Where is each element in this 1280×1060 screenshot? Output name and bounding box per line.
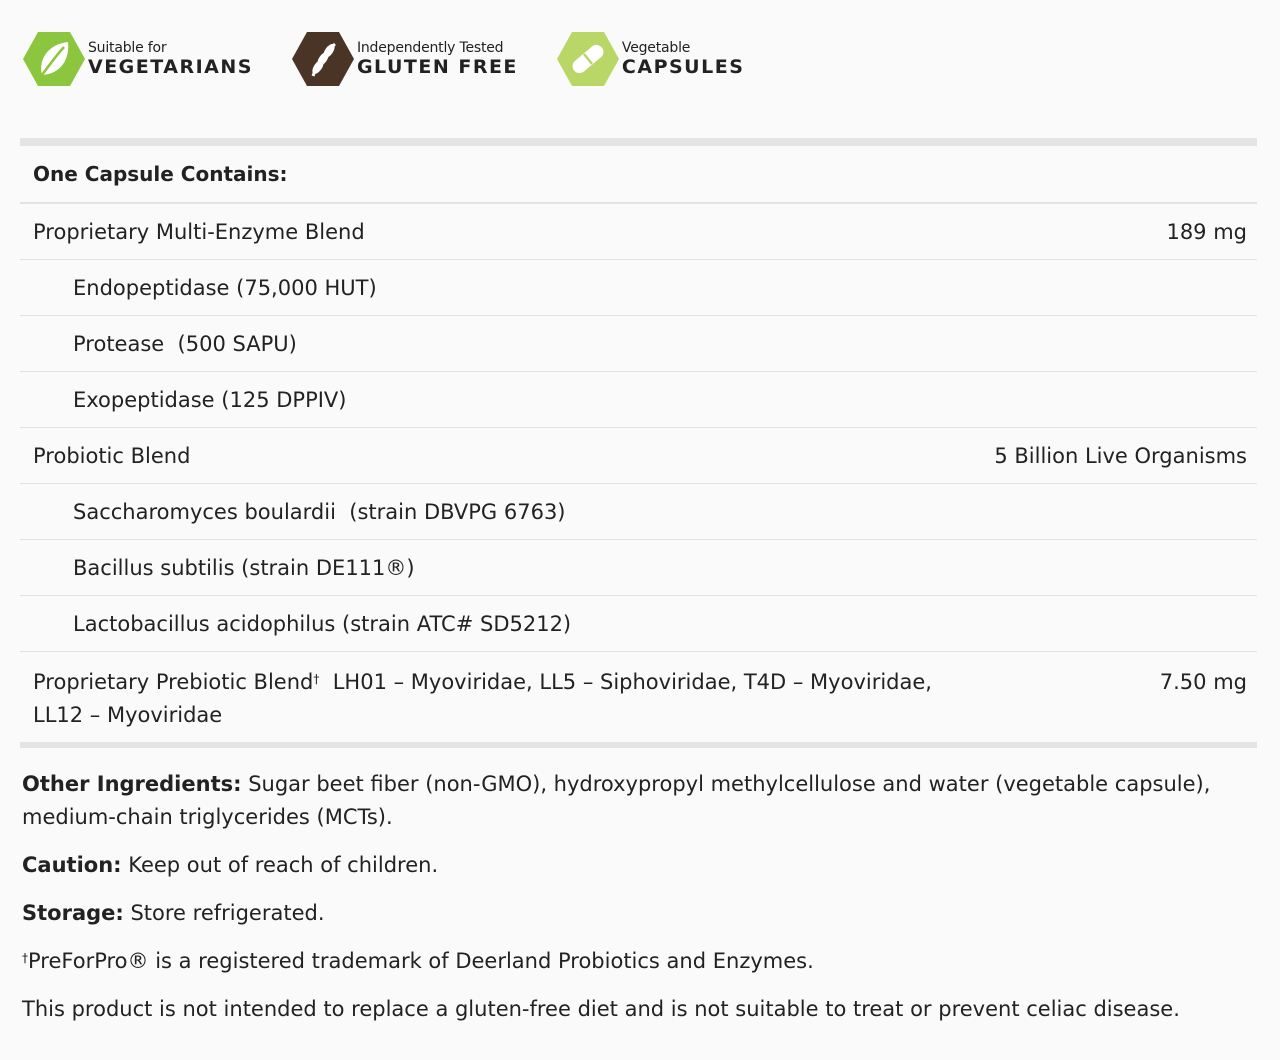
notes-section — [22, 768, 1262, 1041]
capsule-icon — [556, 30, 620, 88]
capsules-badge — [556, 30, 744, 88]
leaf-icon — [22, 30, 86, 88]
table-row — [20, 652, 1257, 742]
prebiotic-blend-detail: LH01 – Myoviridae, LL5 – Siphoviridae, T4D – Myoviridae, LL12 – Myoviridae — [33, 670, 939, 727]
table-row — [20, 596, 1257, 652]
table-row — [20, 316, 1257, 372]
badge-title: VEGETARIANS — [88, 56, 253, 78]
badge-row — [22, 30, 782, 88]
ingredient-amount: 7.50 mg — [1159, 670, 1247, 694]
badge-title: CAPSULES — [621, 56, 745, 78]
ingredient-name: Endopeptidase (75,000 HUT) — [73, 275, 377, 300]
caution-note — [22, 849, 1262, 882]
wheat-icon — [291, 30, 355, 88]
table-row — [20, 484, 1257, 540]
note-text: Sugar beet fiber (non-GMO), hydroxypropyl methylcellulose and water (vegetable capsule), medium-chain triglycerides (MCTs). — [22, 772, 1211, 829]
ingredient-name: Exopeptidase (125 DPPIV) — [73, 387, 347, 412]
table-row — [20, 372, 1257, 428]
ingredient-amount: 5 Billion Live Organisms — [994, 443, 1247, 468]
ingredient-amount: 189 mg — [1166, 219, 1247, 244]
note-label: Caution: — [22, 853, 122, 877]
table-row — [20, 428, 1257, 484]
table-header-label: One Capsule Contains: — [33, 162, 288, 186]
note-text: Store refrigerated. — [123, 901, 325, 925]
ingredient-name: Lactobacillus acidophilus (strain ATC# SD5212) — [73, 611, 572, 636]
ingredient-name: Probiotic Blend — [33, 443, 191, 468]
trademark-note — [22, 945, 1262, 978]
note-label: Other Ingredients: — [22, 772, 242, 796]
ingredient-name: Protease (500 SAPU) — [73, 331, 297, 356]
prebiotic-blend-name: Proprietary Prebiotic Blend — [33, 670, 314, 694]
gluten-free-badge — [291, 30, 518, 88]
badge-small-text: Vegetable — [621, 40, 691, 56]
ingredient-name: Proprietary Multi-Enzyme Blend — [33, 219, 365, 244]
table-row — [20, 204, 1257, 260]
dagger-mark: † — [22, 951, 28, 965]
vegetarian-badge — [22, 30, 253, 88]
table-row — [20, 540, 1257, 596]
badge-small-text: Independently Tested — [356, 40, 504, 56]
supplement-facts-table — [20, 138, 1257, 748]
dagger-mark: † — [313, 672, 320, 686]
table-row — [20, 260, 1257, 316]
note-text: PreForPro® is a registered trademark of Deerland Probiotics and Enzymes. — [28, 949, 814, 973]
note-text: Keep out of reach of children. — [121, 853, 439, 877]
note-text: This product is not intended to replace a gluten-free diet and is not suitable to treat or prevent celiac disease. — [22, 997, 1180, 1021]
other-ingredients — [22, 768, 1262, 834]
ingredient-name — [33, 666, 973, 732]
ingredient-name: Bacillus subtilis (strain DE111®) — [73, 555, 415, 580]
note-label: Storage: — [22, 901, 124, 925]
disclaimer-note — [22, 993, 1262, 1026]
storage-note — [22, 897, 1262, 930]
badge-title: GLUTEN FREE — [356, 56, 518, 78]
badge-small-text: Suitable for — [88, 40, 167, 56]
ingredient-name: Saccharomyces boulardii (strain DBVPG 6763) — [73, 499, 566, 524]
table-header — [20, 146, 1257, 204]
